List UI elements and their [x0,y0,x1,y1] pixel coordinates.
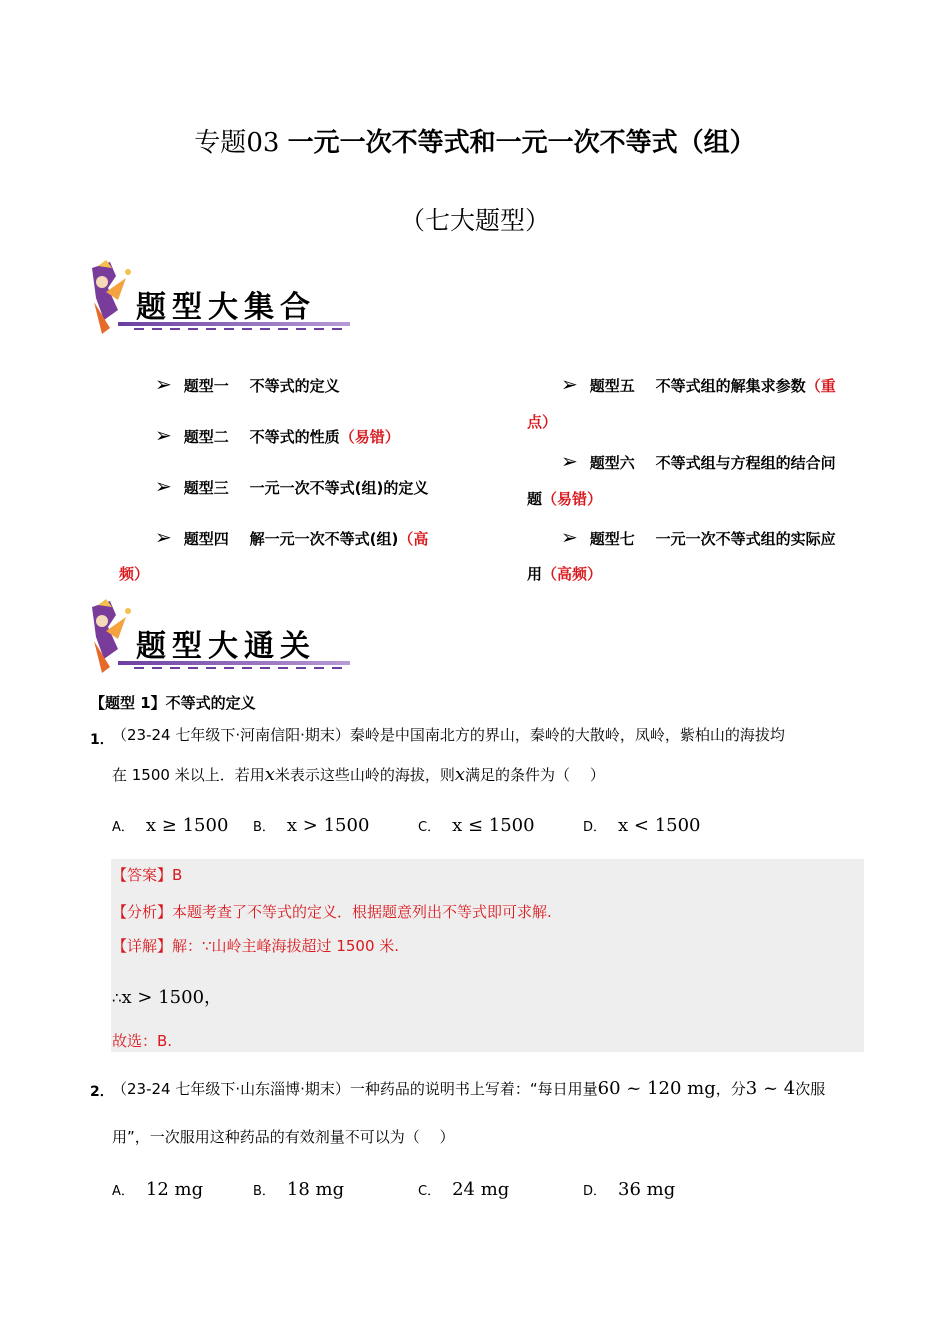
q2-dose: 60 ~ 120 mg [597,1078,716,1099]
q1-var: x [264,764,275,785]
option-letter: A． [112,820,134,835]
arrow-icon: ➢ [155,525,172,549]
toc-tag: （易错） [542,490,603,508]
option-letter: D． [583,1184,607,1199]
toc-text: 解一元一次不等式(组) [249,530,399,548]
toc-item-6[interactable] [561,449,836,473]
option-a[interactable] [112,815,228,836]
toc-cont-text: 用 [527,565,543,583]
therefore-expr: x > 1500， [121,987,223,1008]
therefore-line [112,983,222,1009]
option-letter: D． [583,820,607,835]
toc-text: 不等式组与方程组的结合问 [655,454,836,472]
q1-line2c: 满足的条件为（ ） [465,766,605,784]
q1-line2a: 在 1500 米以上．若用 [112,766,265,784]
toc-label: 题型七 [589,530,635,548]
option-expr: 24 mg [452,1179,510,1200]
section-heading: 【题型 1】不等式的定义 [90,694,256,712]
option-d[interactable] [583,815,701,836]
arrow-icon: ➢ [155,423,172,447]
option-letter: C． [418,1184,441,1199]
toc-item-7-cont [527,563,602,584]
toc-text: 一元一次不等式(组)的定义 [249,479,429,497]
toc-text: 一元一次不等式组的实际应 [655,530,836,548]
toc-item-4[interactable] [155,525,428,549]
toc-item-1[interactable] [155,372,340,396]
option-expr: x ≥ 1500 [145,815,229,836]
option-expr: 18 mg [286,1179,345,1200]
page-title [0,122,950,159]
toc-label: 题型六 [589,454,635,472]
question-number: 2． [90,1084,114,1100]
therefore-symbol: ∴ [112,989,122,1007]
toc-tag: （易错） [339,428,400,446]
banner-collection-text: 题型大集合 [136,290,316,325]
analysis-line: 【分析】本题考查了不等式的定义．根据题意列出不等式即可求解. [112,903,552,921]
toc-tag: （重 [805,377,836,395]
question-text-2: 用”，一次服用这种药品的有效剂量不可以为（ ） [112,1128,455,1146]
toc-label: 题型二 [183,428,229,446]
title-main: 一元一次不等式和一元一次不等式（组） [287,128,756,158]
page-subtitle: （七大题型） [399,206,550,235]
option-expr: x > 1500 [286,815,370,836]
question-text [112,1080,825,1098]
arrow-icon: ➢ [561,449,578,473]
option-d[interactable] [583,1179,675,1200]
option-expr: x < 1500 [618,815,701,836]
q1-line2b: 米表示这些山岭的海拔，则 [274,766,455,784]
q2-line1c: 次服 [795,1080,826,1098]
option-letter: B． [253,820,275,835]
toc-item-2[interactable] [155,423,400,447]
option-expr: 36 mg [618,1179,676,1200]
option-expr: 12 mg [145,1179,204,1200]
toc-label: 题型一 [183,377,229,395]
toc-label: 题型五 [589,377,635,395]
arrow-icon: ➢ [155,372,172,396]
option-a[interactable] [112,1179,203,1200]
option-letter: A． [112,1184,134,1199]
detail-line: 【详解】解：∵山岭主峰海拔超过 1500 米. [112,937,400,955]
toc-item-4-cont: 频） [119,565,150,583]
choose-line: 故选：B. [112,1032,173,1050]
toc-cont-text: 题 [527,490,543,508]
toc-text: 不等式组的解集求参数 [655,377,806,395]
banner-collection [88,258,358,338]
banner-practice [88,597,358,677]
q2-line1b: ，分 [715,1080,746,1098]
toc-item-5-cont: 点） [527,413,558,431]
q2-times: 3 ~ 4 [745,1078,796,1099]
arrow-icon: ➢ [155,474,172,498]
question-text-2 [112,766,605,784]
toc-item-3[interactable] [155,474,428,498]
toc-item-7[interactable] [561,525,836,549]
option-expr: x ≤ 1500 [452,815,535,836]
toc-text: 不等式的性质 [249,428,340,446]
toc-item-5[interactable] [561,372,836,396]
q1-var-2: x [454,764,466,785]
question-number: 1． [90,732,114,748]
arrow-icon: ➢ [561,525,578,549]
banner-practice-text: 题型大通关 [136,629,316,664]
title-prefix: 专题 [194,128,247,158]
toc-label: 题型四 [183,530,229,548]
option-letter: B． [253,1184,275,1199]
option-letter: C． [418,820,441,835]
option-c[interactable] [418,1179,509,1200]
option-b[interactable] [253,815,369,836]
arrow-icon: ➢ [561,372,578,396]
option-b[interactable] [253,1179,344,1200]
answer-line: 【答案】B [112,866,183,884]
toc-tag: （高频） [542,565,603,583]
option-c[interactable] [418,815,535,836]
toc-tag: （高 [398,530,429,548]
toc-text: 不等式的定义 [249,377,340,395]
title-number: 03 [246,128,280,158]
q2-line1a: （23-24 七年级下·山东淄博·期末）一种药品的说明书上写着：“每日用量 [112,1080,598,1098]
toc-label: 题型三 [183,479,229,497]
question-text: （23-24 七年级下·河南信阳·期末）秦岭是中国南北方的界山，秦岭的大散岭，凤岭，紫柏山的海拔均 [112,726,785,744]
toc-item-6-cont [527,488,602,509]
